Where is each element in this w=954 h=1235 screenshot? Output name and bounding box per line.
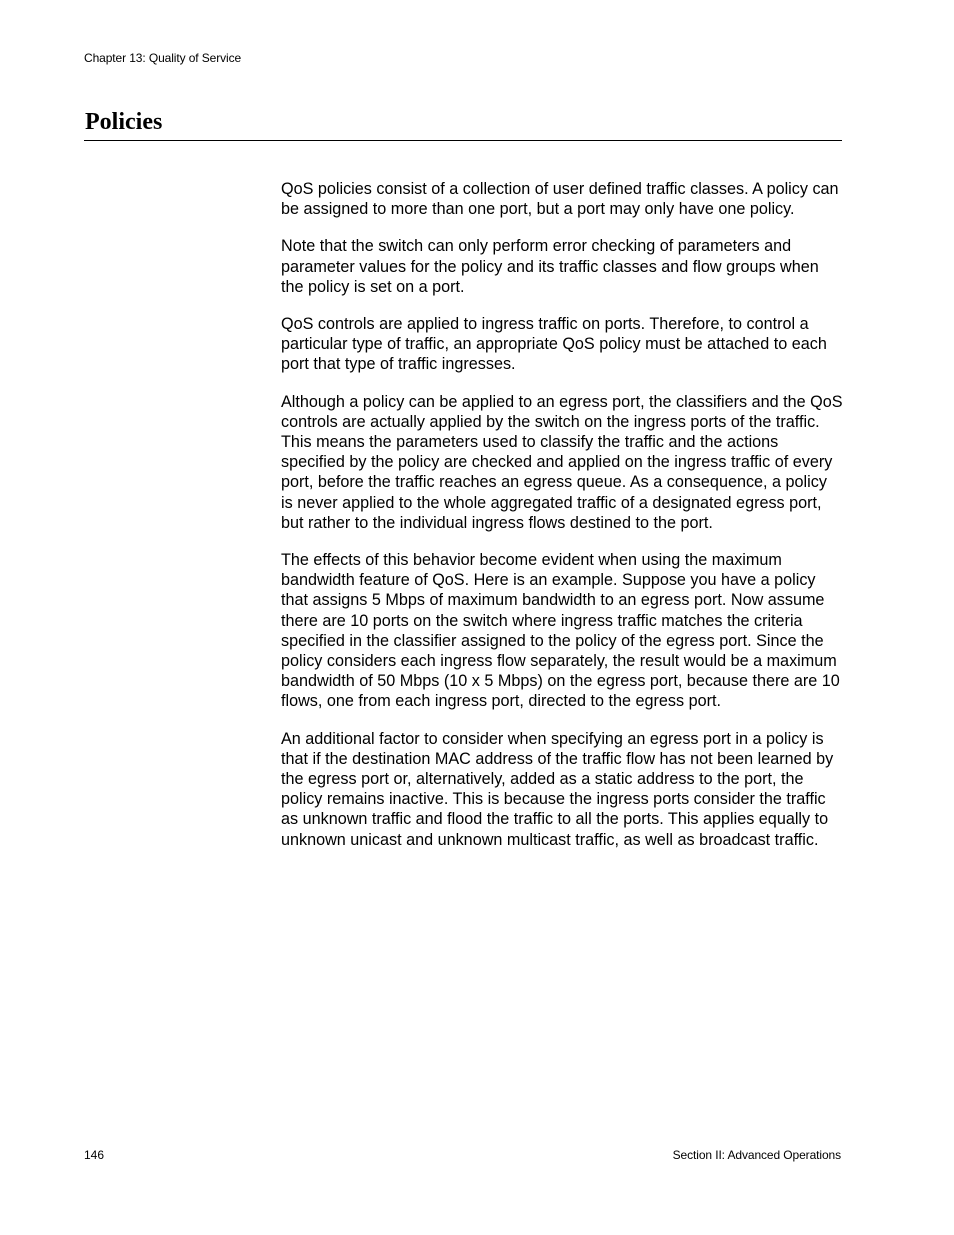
title-divider — [84, 140, 842, 141]
paragraph: Note that the switch can only perform error checking of parameters and parameter values for the policy and its traffic classes and flow groups when the policy is set on a port. — [281, 237, 819, 296]
paragraph: The effects of this behavior become evident when using the maximum bandwidth feature of QoS. Here is an example. Suppose you have a policy that assigns 5 Mbps of maximum bandwidth to an egress port. Now assume there are 10 ports on the switch where ingress traffic matches the criteria specified in the classifier assigned to the policy of the egress port. Since the policy considers each ingress flow separately, the result would be a maximum bandwidth of 50 Mbps (10 x 5 Mbps) on the egress port, because there are 10 flows, one from each ingress port, directed to the egress port. — [281, 551, 840, 711]
paragraph: QoS controls are applied to ingress traffic on ports. Therefore, to control a particular type of traffic, an appropriate QoS policy must be attached to each port that type of traffic ingresses. — [281, 315, 827, 374]
paragraph: QoS policies consist of a collection of user defined traffic classes. A policy can be assigned to more than one port, but a port may only have one policy. — [281, 180, 839, 219]
page-number: 146 — [84, 1148, 105, 1162]
running-footer: Section II: Advanced Operations — [672, 1148, 841, 1162]
paragraph: An additional factor to consider when specifying an egress port in a policy is that if the destination MAC address of the traffic flow has not been learned by the egress port or, alternatively, added as a static address to the port, the policy remains inactive. This is because the ingress ports consider the traffic as unknown traffic and flood the traffic to all the ports. This applies equally to unknown unicast and unknown multicast traffic, as well as broadcast traffic. — [281, 729, 834, 849]
running-header: Chapter 13: Quality of Service — [84, 51, 242, 65]
section-title: Policies — [85, 109, 163, 135]
body-text — [281, 179, 843, 867]
paragraph: Although a policy can be applied to an egress port, the classifiers and the QoS controls are actually applied by the switch on the ingress ports of the traffic. This means the parameters used to classify the traffic and the actions specified by the policy are checked and applied on the ingress traffic of every port, before the traffic reaches an egress queue. As a consequence, a policy is never applied to the whole aggregated traffic of a designated egress port, but rather to the individual ingress flows destined to the port. — [281, 392, 843, 532]
